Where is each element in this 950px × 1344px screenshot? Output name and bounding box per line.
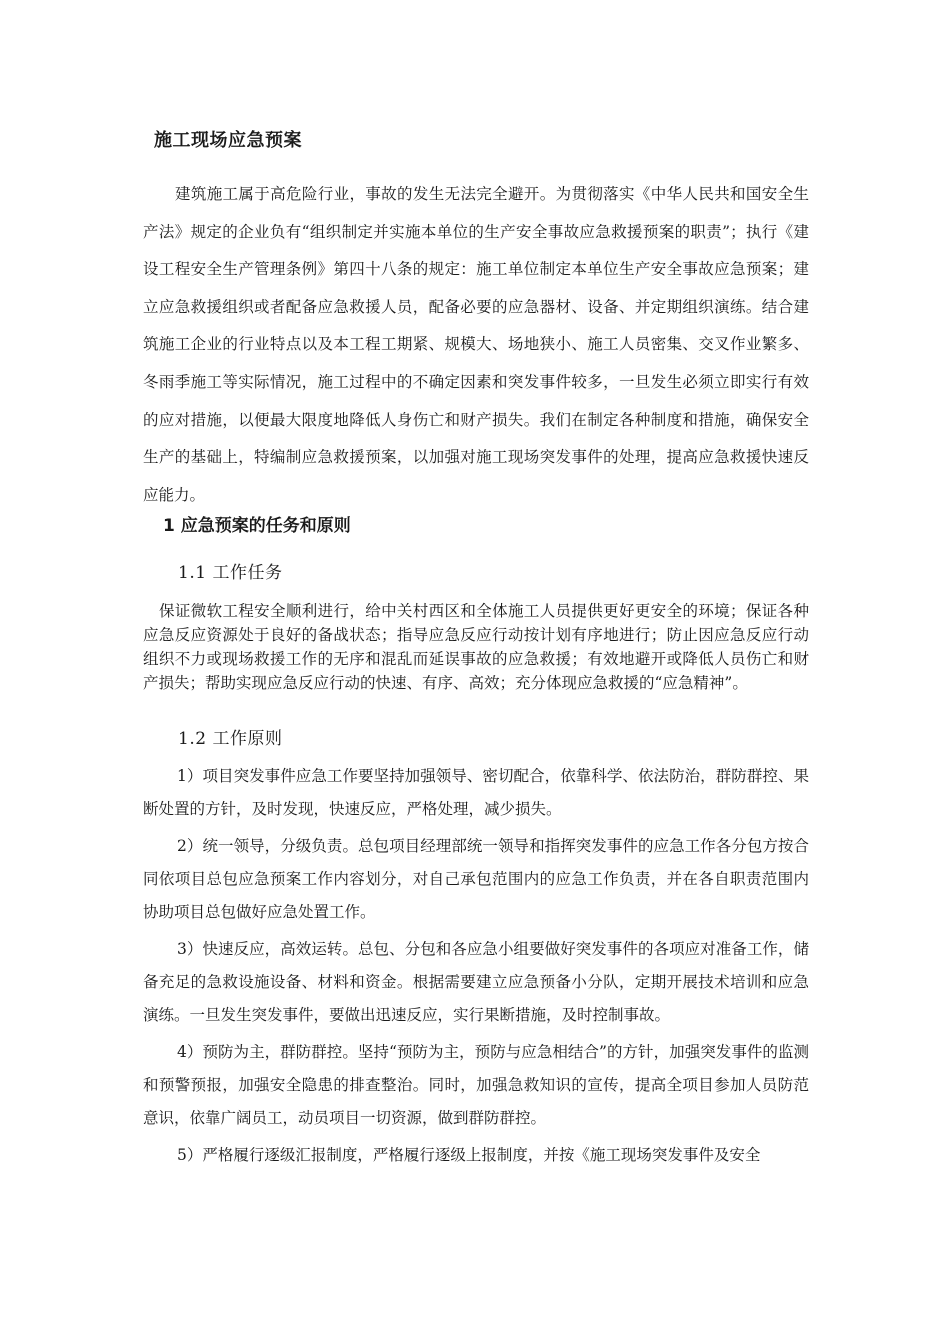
principle-item: 1）项目突发事件应急工作要坚持加强领导、密切配合，依靠科学、依法防治，群防群控、果断处置的方针，及时发现，快速反应，严格处理，减少损失。 — [143, 767, 809, 818]
principle-item: 5）严格履行逐级汇报制度，严格履行逐级上报制度，并按《施工现场突发事件及安全 — [177, 1146, 761, 1164]
section-heading-1: 1 应急预案的任务和原则 — [163, 516, 351, 536]
work-task-paragraph: 保证微软工程安全顺利进行，给中关村西区和全体施工人员提供更好更安全的环境；保证各种应急反应资源处于良好的备战状态；指导应急反应行动按计划有序地进行；防止因应急反应行动组织不力或现场救援工作的无序和混乱而延误事故的应急救援；有效地避开或降低人员伤亡和财产损失；帮助实现应急反应行动的快速、有序、高效；充分体现应急救援的“应急精神”。 — [143, 602, 809, 692]
document-title: 施工现场应急预案 — [154, 130, 302, 151]
principles-list — [143, 760, 809, 1176]
principle-item: 4）预防为主，群防群控。坚持“预防为主，预防与应急相结合”的方针，加强突发事件的监测和预警预报，加强安全隐患的排查整治。同时，加强急救知识的宣传，提高全项目参加人员防范意识，依靠广阔员工，动员项目一切资源，做到群防群控。 — [143, 1043, 809, 1127]
principle-item: 2）统一领导，分级负责。总包项目经理部统一领导和指挥突发事件的应急工作各分包方按合同依项目总包应急预案工作内容划分，对自己承包范围内的应急工作负责，并在各自职责范围内协助项目总包做好应急处置工作。 — [143, 837, 809, 921]
subsection-heading-1-2: 1.2 工作原则 — [178, 729, 283, 749]
principle-item: 3）快速反应，高效运转。总包、分包和各应急小组要做好突发事件的各项应对准备工作，储备充足的急救设施设备、材料和资金。根据需要建立应急预备小分队，定期开展技术培训和应急演练。一旦发生突发事件，要做出迅速反应，实行果断措施，及时控制事故。 — [143, 940, 809, 1024]
subsection-heading-1-1: 1.1 工作任务 — [178, 563, 283, 583]
intro-paragraph: 建筑施工属于高危险行业，事故的发生无法完全避开。为贯彻落实《中华人民共和国安全生产法》规定的企业负有“组织制定并实施本单位的生产安全事故应急救援预案的职责”；执行《建设工程安全生产管理条例》第四十八条的规定：施工单位制定本单位生产安全事故应急预案；建立应急救援组织或者配备应急救援人员，配备必要的应急器材、设备、并定期组织演练。结合建筑施工企业的行业特点以及本工程工期紧、规模大、场地狭小、施工人员密集、交叉作业繁多、冬雨季施工等实际情况，施工过程中的不确定因素和突发事件较多，一旦发生必须立即实行有效的应对措施，以便最大限度地降低人身伤亡和财产损失。我们在制定各种制度和措施，确保安全生产的基础上，特编制应急救援预案，以加强对施工现场突发事件的处理，提高应急救援快速反应能力。 — [143, 185, 809, 504]
